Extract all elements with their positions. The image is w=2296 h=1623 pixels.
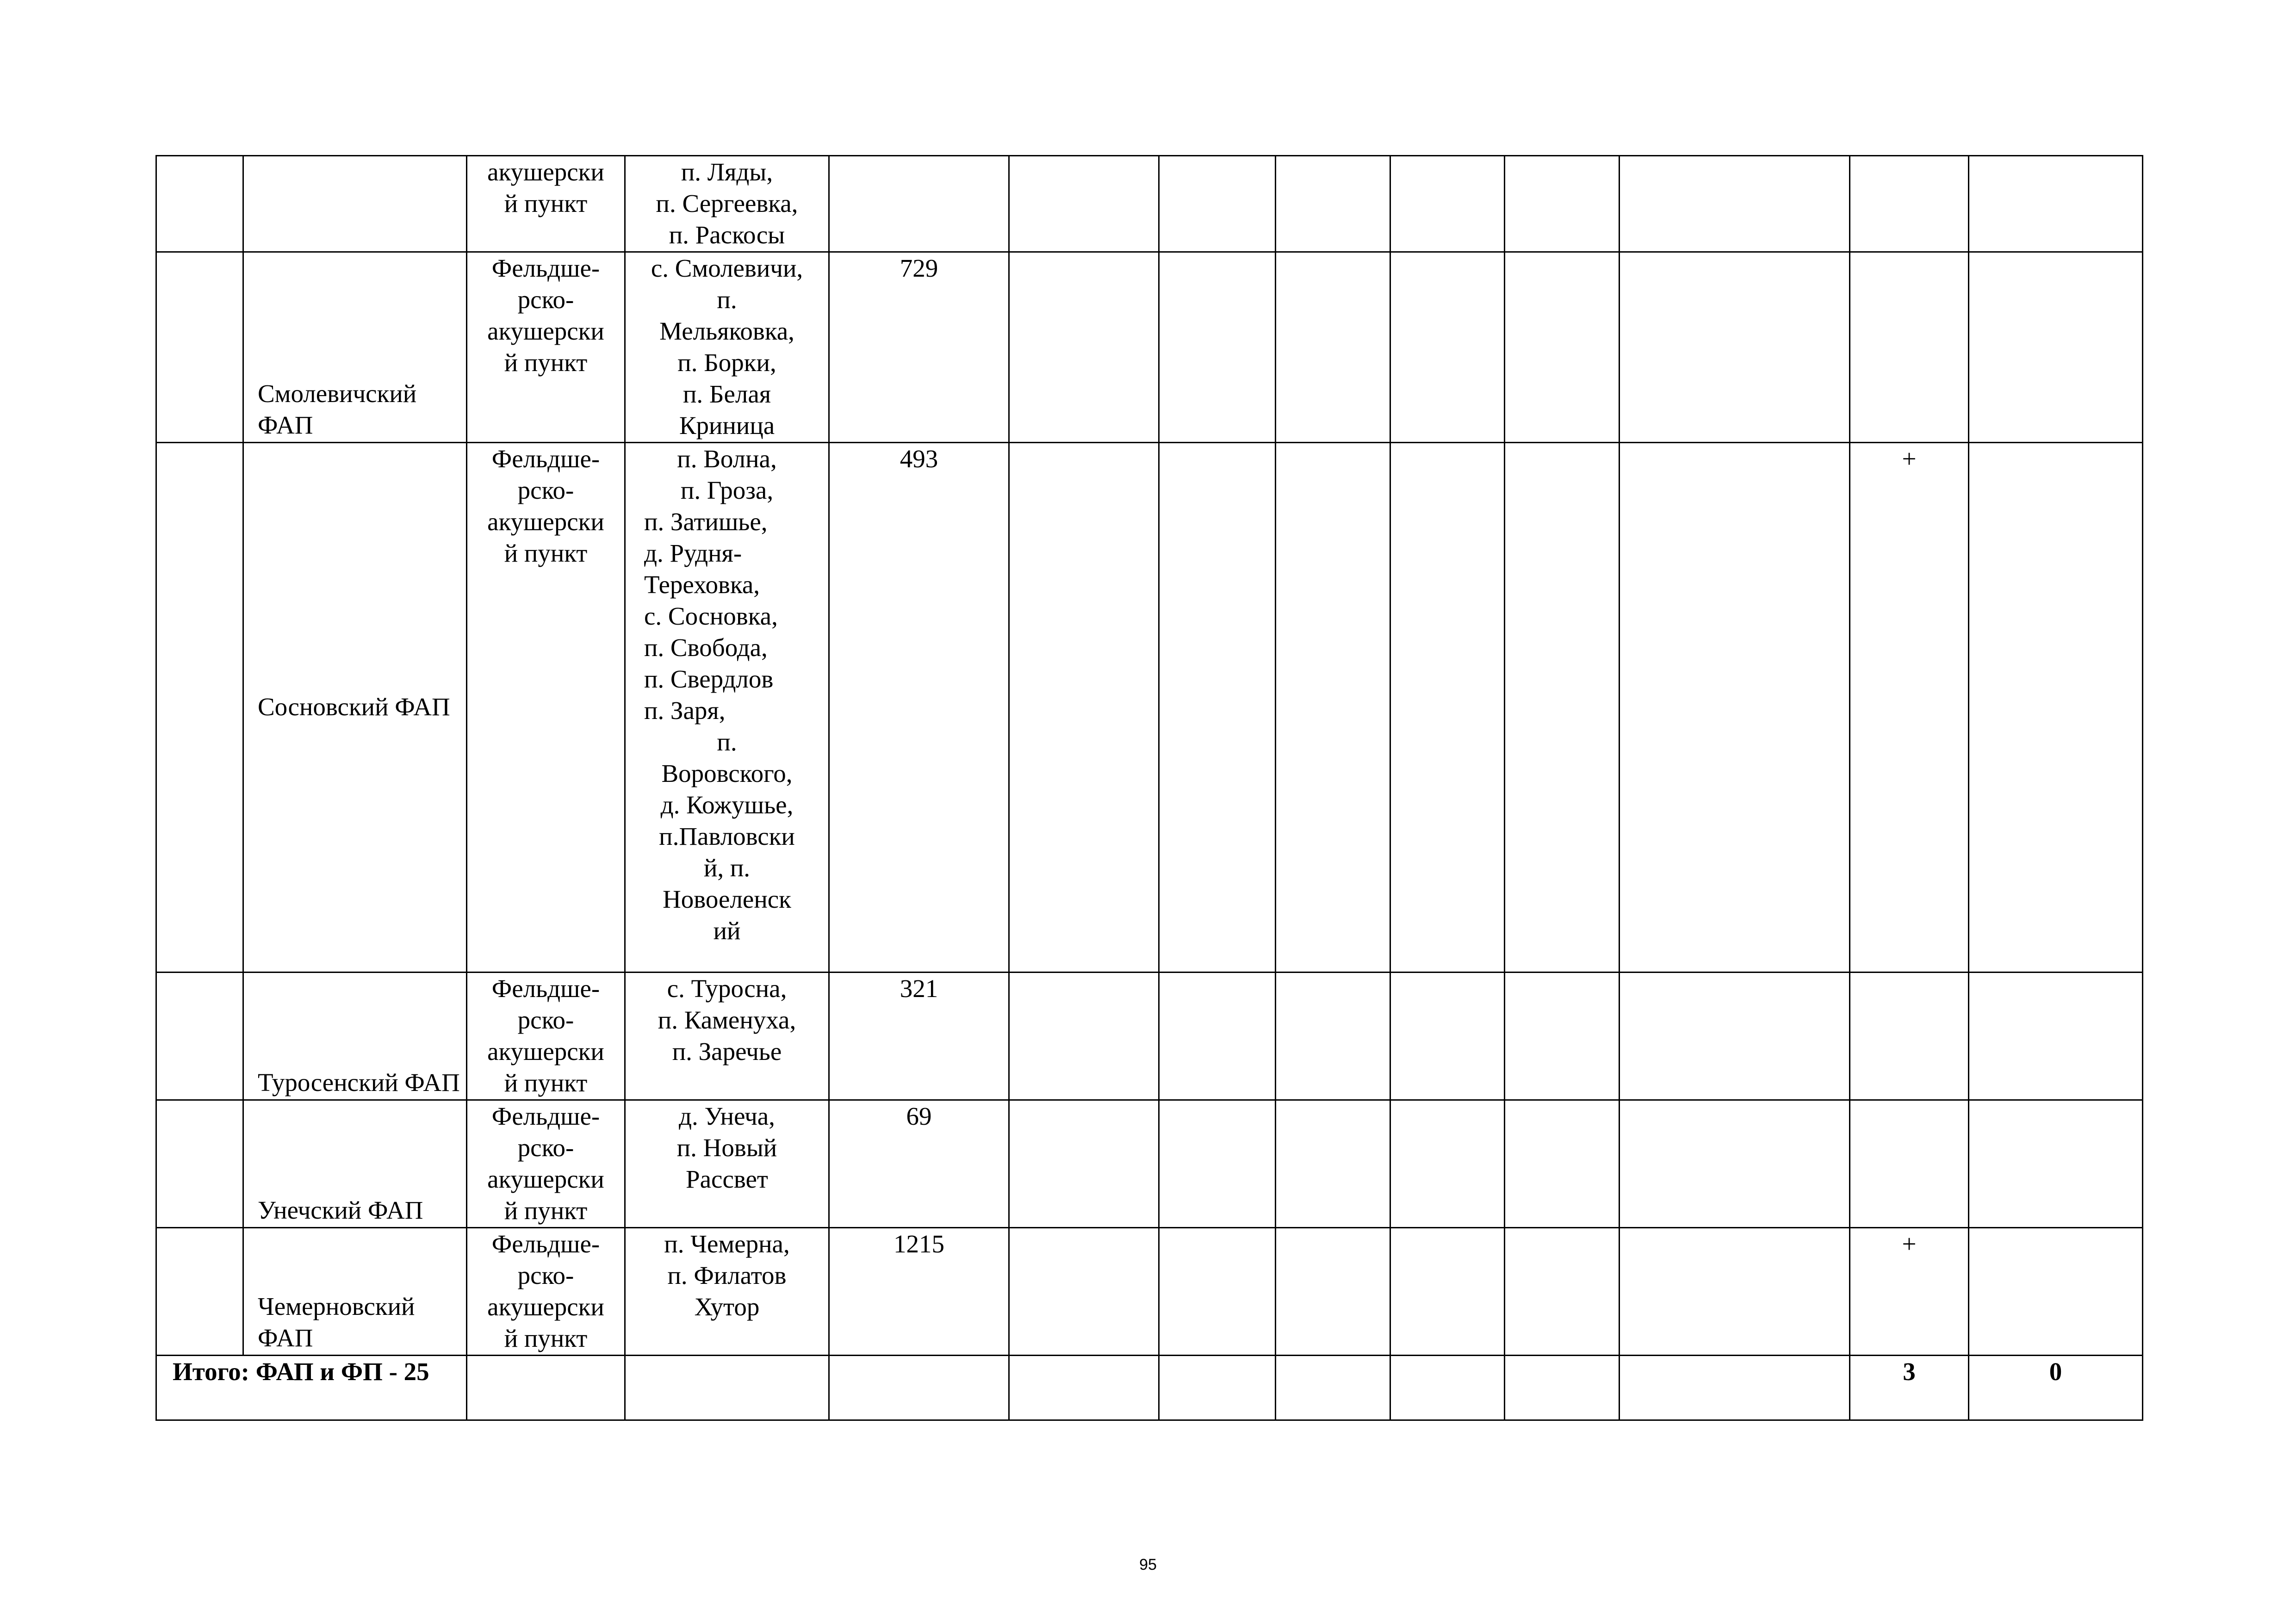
settlement-line: Новоеленск: [663, 885, 791, 913]
empty-cell: [1390, 156, 1505, 252]
index-cell: [156, 443, 243, 973]
empty-cell: [1276, 252, 1390, 443]
table-row: [156, 443, 2143, 973]
index-cell: [156, 973, 243, 1100]
mark-cell: [1850, 252, 1969, 443]
empty-cell: [1505, 156, 1620, 252]
settlement-line: п. Свобода,: [644, 633, 768, 662]
population-cell: 1215: [829, 1228, 1009, 1356]
empty-cell: [1276, 156, 1390, 252]
type-line: Фельдше-: [491, 1102, 600, 1130]
settlement-line: п. Затишье,: [644, 508, 768, 536]
fap-name-cell: [243, 443, 467, 973]
empty-cell: [1620, 1228, 1850, 1356]
empty-cell: [1276, 973, 1390, 1100]
type-line: й пункт: [504, 539, 588, 567]
population-cell: 493: [829, 443, 1009, 973]
fap-type-cell: [467, 443, 625, 973]
settlement-line: Хутор: [694, 1293, 760, 1321]
type-line: акушерски: [487, 1165, 604, 1193]
type-line: Фельдше-: [491, 974, 600, 1003]
mark-cell: [1850, 973, 1969, 1100]
settlement-line: п. Гроза,: [680, 476, 774, 504]
empty-cell: [1009, 252, 1159, 443]
settlement-line: п. Сергеевка,: [656, 189, 798, 217]
empty-cell: [1009, 1100, 1159, 1228]
empty-cell: [1159, 1100, 1276, 1228]
type-line: акушерски: [487, 1037, 604, 1065]
fap-type-cell: [467, 252, 625, 443]
empty-cell: [1505, 1228, 1620, 1356]
empty-cell: [1969, 443, 2143, 973]
fap-type-cell: [467, 973, 625, 1100]
type-line: рско-: [517, 285, 574, 314]
population-cell: [829, 156, 1009, 252]
settlement-line: д. Унеча,: [679, 1102, 775, 1130]
fap-name-cell: [243, 156, 467, 252]
empty-cell: [1009, 973, 1159, 1100]
settlements-cell: [625, 252, 829, 443]
empty-cell: [1159, 973, 1276, 1100]
total-count-a: 3: [1850, 1356, 1969, 1420]
empty-cell: [1159, 443, 1276, 973]
empty-cell: [1390, 443, 1505, 973]
empty-cell: [1009, 156, 1159, 252]
settlement-line: п.: [717, 285, 737, 314]
population-cell: 729: [829, 252, 1009, 443]
index-cell: [156, 252, 243, 443]
index-cell: [156, 1100, 243, 1228]
empty-cell: [1390, 1356, 1505, 1420]
settlement-line: п. Новый: [676, 1134, 777, 1162]
empty-cell: [1159, 1228, 1276, 1356]
empty-cell: [1620, 156, 1850, 252]
empty-cell: [1276, 1228, 1390, 1356]
empty-cell: [1009, 443, 1159, 973]
settlement-line: п. Заречье: [672, 1037, 782, 1065]
empty-cell: [1620, 973, 1850, 1100]
settlement-line: п. Борки,: [677, 348, 776, 377]
type-line: й пункт: [504, 1324, 588, 1352]
table-row: [156, 1100, 2143, 1228]
mark-cell: +: [1850, 443, 1969, 973]
total-row: [156, 1356, 2143, 1420]
settlement-line: с. Туросна,: [667, 974, 787, 1003]
mark-cell: +: [1850, 1228, 1969, 1356]
total-label: Итого: ФАП и ФП - 25: [156, 1356, 467, 1420]
empty-cell: [829, 1356, 1009, 1420]
settlement-line: п. Свердлов: [644, 665, 774, 693]
empty-cell: [1390, 973, 1505, 1100]
empty-cell: [1009, 1228, 1159, 1356]
mark-cell: [1850, 156, 1969, 252]
empty-cell: [1620, 1100, 1850, 1228]
empty-cell: [1505, 443, 1620, 973]
table-row: [156, 1228, 2143, 1356]
type-line: рско-: [517, 1134, 574, 1162]
settlement-line: й, п.: [703, 854, 751, 882]
total-count-b: 0: [1969, 1356, 2143, 1420]
empty-cell: [1390, 1100, 1505, 1228]
fap-table: [155, 155, 2143, 1421]
empty-cell: [1276, 1356, 1390, 1420]
empty-cell: [1620, 1356, 1850, 1420]
empty-cell: [1390, 1228, 1505, 1356]
fap-name-cell: Туросенский ФАП: [243, 973, 467, 1100]
empty-cell: [1969, 252, 2143, 443]
empty-cell: [1969, 1228, 2143, 1356]
empty-cell: [1390, 252, 1505, 443]
empty-cell: [1969, 156, 2143, 252]
empty-cell: [1276, 443, 1390, 973]
fap-type-cell: [467, 156, 625, 252]
empty-cell: [1505, 252, 1620, 443]
empty-cell: [1505, 1356, 1620, 1420]
settlement-line: ий: [713, 917, 741, 945]
settlement-line: д. Кожушье,: [660, 791, 794, 819]
settlements-cell: [625, 156, 829, 252]
empty-cell: [1969, 973, 2143, 1100]
fap-type-cell: [467, 1228, 625, 1356]
empty-cell: [1620, 252, 1850, 443]
type-line: й пункт: [504, 1069, 588, 1097]
fap-name-cell: Смолевичский ФАП: [243, 252, 467, 443]
settlement-line: Мельяковка,: [659, 317, 794, 345]
empty-cell: [1159, 252, 1276, 443]
empty-cell: [1620, 443, 1850, 973]
settlement-line: п. Ляды,: [681, 158, 773, 186]
table-row: [156, 252, 2143, 443]
type-line: акушерски: [487, 508, 604, 536]
empty-cell: [1009, 1356, 1159, 1420]
population-cell: 321: [829, 973, 1009, 1100]
settlement-line: д. Рудня-: [644, 539, 742, 567]
settlement-line: п.: [717, 728, 737, 756]
population-cell: 69: [829, 1100, 1009, 1228]
mark-cell: [1850, 1100, 1969, 1228]
type-line: Фельдше-: [491, 445, 600, 473]
type-line: й пункт: [504, 348, 588, 377]
settlement-line: п. Чемерна,: [664, 1230, 790, 1258]
settlement-line: п. Белая: [683, 380, 771, 408]
settlements-cell: [625, 973, 829, 1100]
empty-cell: [1159, 156, 1276, 252]
index-cell: [156, 1228, 243, 1356]
type-line: акушерски: [487, 317, 604, 345]
settlement-line: п.Павловски: [659, 822, 795, 850]
settlement-line: с. Сосновка,: [644, 602, 778, 630]
settlement-line: с. Смолевичи,: [651, 254, 803, 282]
empty-cell: [625, 1356, 829, 1420]
settlement-line: п. Филатов: [667, 1261, 787, 1289]
fap-name-cell: Унечский ФАП: [243, 1100, 467, 1228]
type-line: Фельдше-: [491, 1230, 600, 1258]
settlement-line: Рассвет: [686, 1165, 768, 1193]
index-cell: [156, 156, 243, 252]
page-number: 95: [1139, 1556, 1157, 1573]
empty-cell: [1276, 1100, 1390, 1228]
type-line: й пункт: [504, 1196, 588, 1225]
settlement-line: п. Раскосы: [669, 221, 785, 249]
settlement-line: п. Заря,: [644, 696, 726, 725]
type-line: акушерски: [487, 1293, 604, 1321]
settlement-line: п. Волна,: [677, 445, 777, 473]
type-line: рско-: [517, 1261, 574, 1289]
fap-type-cell: [467, 1100, 625, 1228]
fap-name-text: Сосновский ФАП: [258, 693, 450, 721]
fap-name-cell: Чемерновский ФАП: [243, 1228, 467, 1356]
type-line: рско-: [517, 476, 574, 504]
empty-cell: [467, 1356, 625, 1420]
table-row: [156, 156, 2143, 252]
settlement-line: Воровского,: [661, 759, 793, 787]
settlements-cell: [625, 1100, 829, 1228]
settlements-cell: [625, 443, 829, 973]
type-line: акушерски: [487, 158, 604, 186]
empty-cell: [1159, 1356, 1276, 1420]
settlement-line: Криница: [679, 411, 775, 440]
settlement-line: Тереховка,: [644, 570, 760, 599]
empty-cell: [1505, 973, 1620, 1100]
type-line: й пункт: [504, 189, 588, 217]
table-row: [156, 973, 2143, 1100]
settlement-line: п. Каменуха,: [658, 1006, 796, 1034]
type-line: рско-: [517, 1006, 574, 1034]
settlements-cell: [625, 1228, 829, 1356]
type-line: Фельдше-: [491, 254, 600, 282]
empty-cell: [1969, 1100, 2143, 1228]
empty-cell: [1505, 1100, 1620, 1228]
